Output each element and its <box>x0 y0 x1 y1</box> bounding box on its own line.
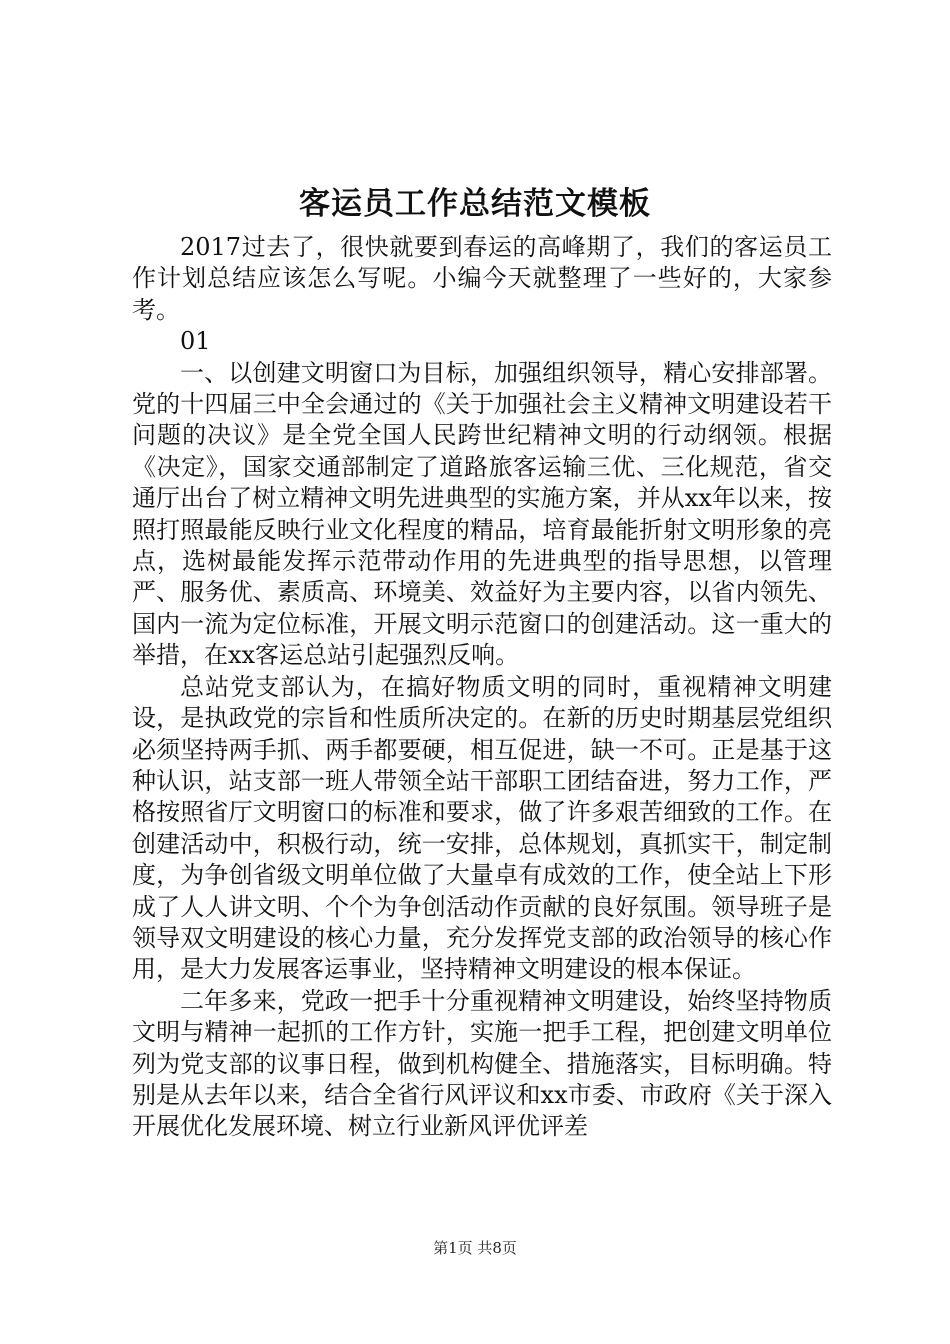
document-body <box>132 232 832 1143</box>
paragraph-section-number: 01 <box>180 327 211 356</box>
paragraph-party-branch: 总站党支部认为，在搞好物质文明的同时，重视精神文明建设，是执政党的宗旨和性质所决定的。在新的历史时期基层党组织必须坚持两手抓、两手都要硬，相互促进，缺一不可。正是基于这种认识，站支部一班人带领全站干部职工团结奋进，努力工作，严格按照省厅文明窗口的标准和要求，做了许多艰苦细致的工作。在创建活动中，积极行动，统一安排，总体规划，真抓实干，制定制度，为争创省级文明单位做了大量卓有成效的工作，使全站上下形成了人人讲文明、个个为争创活动作贡献的良好氛围。领导班子是领导双文明建设的核心力量，充分发挥党支部的政治领导的核心作用，是大力发展客运事业，坚持精神文明建设的根本保证。 <box>132 672 832 984</box>
paragraph-section-one: 一、以创建文明窗口为目标，加强组织领导，精心安排部署。党的十四届三中全会通过的《关于加强社会主义精神文明建设若干问题的决议》是全党全国人民跨世纪精神文明的行动纲领。根据《决定》，国家交通部制定了道路旅客运输三优、三化规范，省交通厅出台了树立精神文明先进典型的实施方案，并从xx年以来，按照打照最能反映行业文化程度的精品，培育最能折射文明形象的亮点，选树最能发挥示范带动作用的先进典型的指导思想，以管理严、服务优、素质高、环境美、效益好为主要内容，以省内领先、国内一流为定位标准，开展文明示范窗口的创建活动。这一重大的举措，在xx客运总站引起强烈反响。 <box>132 358 832 670</box>
document-title: 客运员工作总结范文模板 <box>299 186 651 222</box>
paragraph-two-years: 二年多来，党政一把手十分重视精神文明建设，始终坚持物质文明与精神一起抓的工作方针，实施一把手工程，把创建文明单位列为党支部的议事日程，做到机构健全、措施落实，目标明确。特别是从去年以来，结合全省行风评议和xx市委、市政府《关于深入开展优化发展环境、树立行业新风评优评差 <box>132 986 832 1141</box>
page-number-footer: 第1页 共8页 <box>433 1239 517 1257</box>
paragraph-intro: 2017过去了，很快就要到春运的高峰期了，我们的客运员工作计划总结应该怎么写呢。小编今天就整理了一些好的，大家参考。 <box>132 233 832 324</box>
